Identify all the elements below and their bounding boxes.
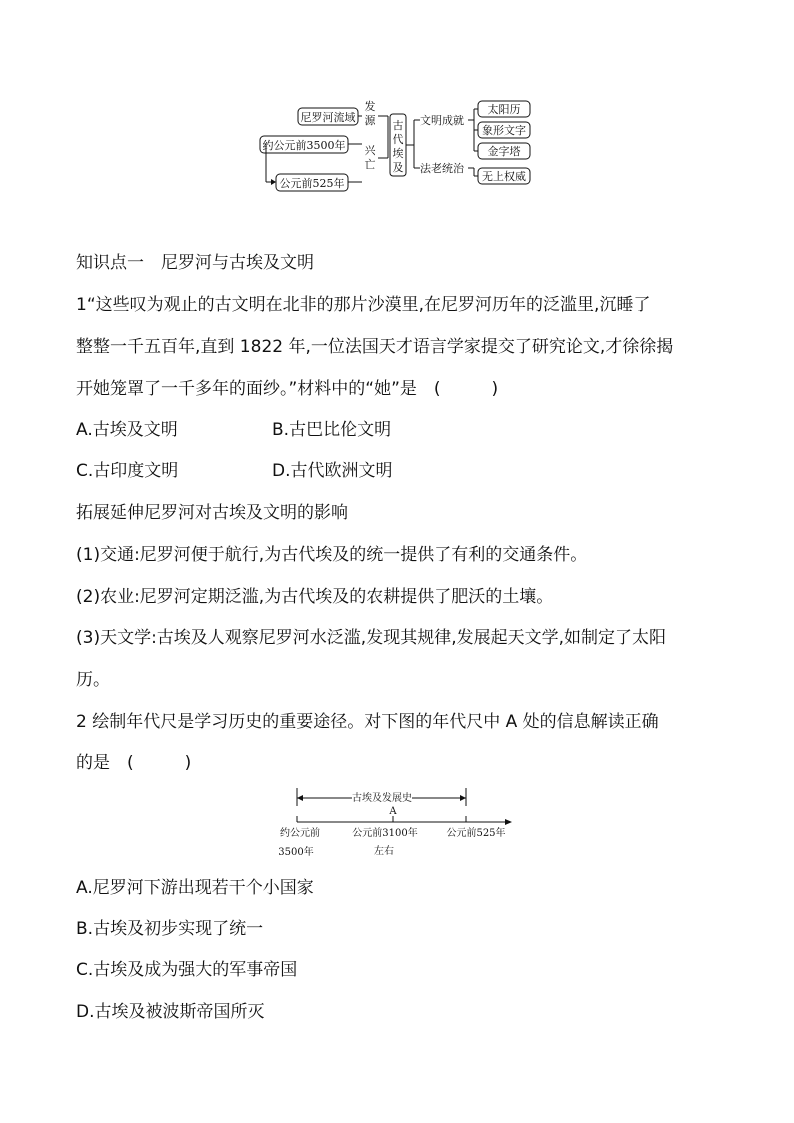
branch-achievements: 文明成就 bbox=[420, 114, 464, 127]
q1-line-1: 1“这些叹为观止的古文明在北非的那片沙漠里,在尼罗河历年的泛滥里,沉睡了 bbox=[76, 295, 651, 315]
tick-label-3500-b: 3500年 bbox=[278, 847, 314, 858]
q1-option-d[interactable]: D.古代欧洲文明 bbox=[272, 461, 393, 481]
extension-item-1: (1)交通:尼罗河便于航行,为古代埃及的统一提供了有利的交通条件。 bbox=[76, 545, 588, 565]
timeline-marker-a: A bbox=[389, 806, 397, 817]
timeline-span-label: 古埃及发展史 bbox=[352, 793, 412, 804]
center-title: 古代埃及 bbox=[392, 119, 404, 174]
item-solar-calendar: 太阳历 bbox=[487, 103, 521, 116]
tick-label-3500-a: 约公元前 bbox=[280, 828, 320, 839]
tick-label-3100-b: 左右 bbox=[374, 846, 394, 857]
q2-option-c[interactable]: C.古埃及成为强大的军事帝国 bbox=[76, 960, 298, 980]
timeline-diagram bbox=[270, 784, 530, 864]
q1-number: 1 bbox=[76, 295, 87, 315]
section-title: 知识点一 尼罗河与古埃及文明 bbox=[76, 253, 314, 273]
branch-pharaoh: 法老统治 bbox=[420, 162, 464, 175]
q1-option-b[interactable]: B.古巴比伦文明 bbox=[272, 420, 392, 440]
q1-line-3: 开她笼罩了一千多年的面纱。”材料中的“她”是 ( ) bbox=[76, 379, 499, 399]
extension-title: 拓展延伸尼罗河对古埃及文明的影响 bbox=[76, 503, 348, 523]
tick-label-525: 公元前525年 bbox=[446, 828, 506, 839]
item-pyramid: 金字塔 bbox=[487, 145, 521, 158]
item-supreme-authority: 无上权威 bbox=[482, 170, 526, 183]
extension-item-3-cont: 历。 bbox=[76, 670, 110, 690]
item-hieroglyphs: 象形文字 bbox=[482, 124, 526, 137]
fall-box: 公元前525年 bbox=[279, 177, 345, 190]
q2-number: 2 bbox=[76, 712, 87, 732]
q2-line-2: 的是 ( ) bbox=[76, 753, 192, 773]
extension-item-2: (2)农业:尼罗河定期泛滥,为古代埃及的农耕提供了肥沃的土壤。 bbox=[76, 587, 554, 607]
rise-box: 约公元前3500年 bbox=[262, 139, 346, 152]
q2-option-a[interactable]: A.尼罗河下游出现若干个小国家 bbox=[76, 878, 314, 898]
q1-line-2: 整整一千五百年,直到 1822 年,一位法国天才语言学家提交了研究论文,才徐徐揭 bbox=[76, 337, 674, 357]
q2-option-d[interactable]: D.古埃及被波斯帝国所灭 bbox=[76, 1002, 265, 1022]
tick-label-3100-a: 公元前3100年 bbox=[352, 828, 418, 839]
extension-item-3: (3)天文学:古埃及人观察尼罗河水泛滥,发现其规律,发展起天文学,如制定了太阳 bbox=[76, 628, 667, 648]
q2-option-b[interactable]: B.古埃及初步实现了统一 bbox=[76, 919, 264, 939]
rise-fall-label: 兴亡 bbox=[364, 144, 376, 171]
origin-label: 发源 bbox=[364, 100, 376, 127]
q1-option-a[interactable]: A.古埃及文明 bbox=[76, 420, 178, 440]
knowledge-map-diagram bbox=[250, 96, 550, 192]
q2-line-1: 2 绘制年代尺是学习历史的重要途径。对下图的年代尺中 A 处的信息解读正确 bbox=[76, 712, 659, 732]
origin-box: 尼罗河流域 bbox=[300, 111, 356, 124]
q1-option-c[interactable]: C.古印度文明 bbox=[76, 461, 179, 481]
